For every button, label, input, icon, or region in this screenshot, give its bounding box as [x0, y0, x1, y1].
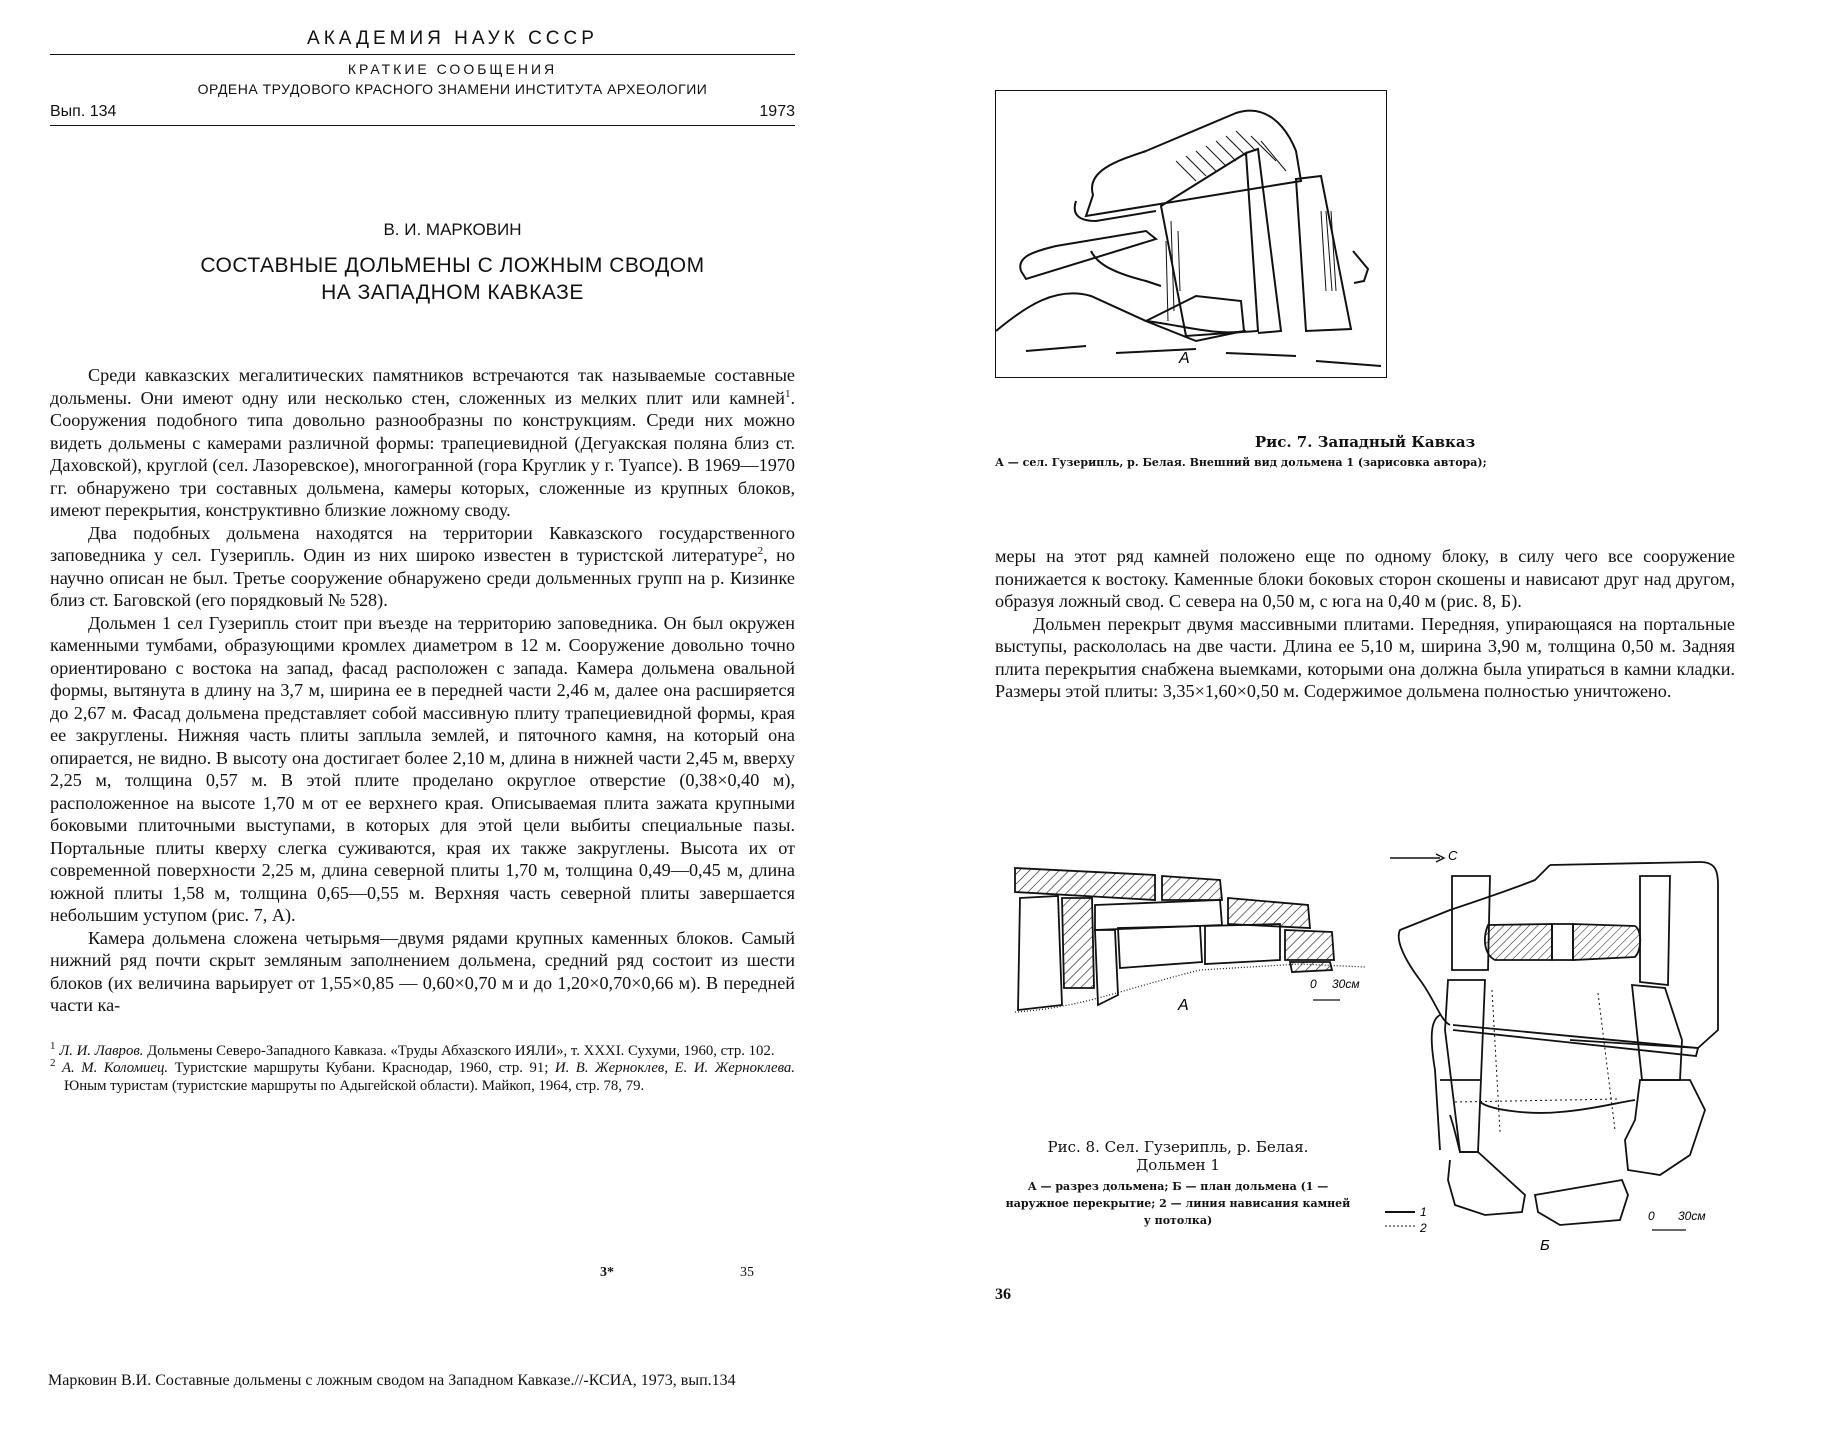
issue-number: Вып. 134: [50, 103, 117, 120]
figure-8b-plan: [1360, 840, 1760, 1300]
legend-2-label: 2: [1420, 1221, 1427, 1235]
legend-1-label: 1: [1420, 1205, 1427, 1219]
fig8b-scale-value: 30см: [1678, 1209, 1706, 1223]
fig8-caption-line-1: Рис. 8. Сел. Гузерипль, р. Белая.: [1047, 1138, 1309, 1156]
dolmen-plan-drawing: [1360, 840, 1760, 1300]
paragraph: [50, 612, 795, 927]
fig7-caption: Рис. 7. Западный Кавказ: [1254, 433, 1476, 451]
fig8a-panel-label: А: [1178, 997, 1189, 1014]
paragraph-text: Дольмен 1 сел Гузерипль стоит при въезде на территорию заповедника. Он был окружен каменными тумбами, образующими кромлех диаметром в 12 м. Сооружение довольно точно ориентировано с востока на запад, фасад расположен с запада. Камера дольмена овальной формы, вытянута в длину на 3,7 м, ширина ее в передней части 2,46 м, далее она расширяется до 2,67 м. Фасад дольмена представляет собой массивную плиту трапециевидной формы, края ее закруглены. Нижняя часть плиты заплыла землей, и пяточного камня, на который она опирается, не видно. В высоту она достигает более 2,10 м, длина в нижней части 2,45 м, вверху 2,25 м, толщина 0,57 м. В этой плите проделано округлое отверстие (0,38×0,40 м), расположенное на высоте 1,70 м от ее верхнего края. Описываемая плита зажата крупными боковыми плиточными выступами, в которых для этой цели выбиты специальные пазы. Портальные плиты кверху слегка суживаются, края их также закруглены. Высота их от современной поверхности 2,25 м, длина северной плиты 1,70 м, толщина 0,49—0,45 м, длина южной плиты 1,58 м, толщина 0,65—0,55 м. Верхняя часть северной плиты завершается небольшим уступом (рис. 7, А).: [50, 612, 795, 925]
article-body: [50, 364, 795, 1017]
paragraph-text: . Сооружения подобного типа довольно разнообразны по конструкциям. Среди них можно видеть дольмены с камерами различной формы: трапециевидной (Дегуакская поляна близ ст. Даховской), круглой (сел. Лазоревское), многогранной (гора Круглик у г. Туапсе). В 1969—1970 гг. обнаружено три составных дольмена, камеры которых, сложенные из крупных блоков, имеют перекрытия, конструктивно близкие ложному своду.: [50, 387, 795, 520]
article-title: [110, 252, 795, 306]
page-number-35: 35: [740, 1265, 754, 1280]
footnote-number: 2: [50, 1057, 56, 1070]
signature-mark: 3*: [600, 1265, 614, 1280]
paragraph: Дольмен перекрыт двумя массивными плитами. Передняя, упирающаяся на портальные выступы, раскололась на две части. Длина ее 5,10 м, ширина 3,90 м, толщина 0,50 м. Задняя плита перекрытия снабжена выемками, которыми она должна была упираться в камни кладки. Размеры этой плиты: 3,35×1,60×0,50 м. Содержимое дольмена полностью уничтожено.: [995, 613, 1735, 701]
issue-year: 1973: [759, 103, 795, 120]
paragraph-text: Два подобных дольмена находятся на территории Кавказского государственного заповедника у сел. Гузерипль. Один из них широко известен в туристской литературе: [50, 522, 795, 565]
fig8b-panel-label: Б: [1540, 1237, 1550, 1254]
footnote-ref[interactable]: 2: [757, 544, 764, 557]
fig8-caption-line-2: Дольмен 1: [1136, 1156, 1220, 1174]
paragraph-text: , но научно описан не был. Третье сооружение обнаружено среди дольменных групп на р. Кизинке близ ст. Баговской (его порядковый № 528).: [50, 545, 796, 610]
footnote-author: Л. И. Лавров.: [59, 1042, 144, 1059]
page-number-36: 36: [995, 1286, 1011, 1303]
fig8a-scale-value: 30см: [1332, 977, 1360, 991]
figure-7-drawing: [995, 90, 1387, 378]
figure-8a-section: [1000, 860, 1380, 1040]
fig7-panel-label: А: [1179, 350, 1190, 367]
footnote-text: Дольмены Северо-Западного Кавказа. «Труды Абхазского ИЯЛИ», т. XXXI. Сухуми, 1960, стр. 102.: [143, 1042, 775, 1059]
dolmen-section-drawing: [1000, 860, 1380, 1040]
paragraph-text: Среди кавказских мегалитических памятников встречаются так называемые составные дольмены. Они имеют одну или несколько стен, сложенных из мелких плит или камней: [50, 365, 795, 408]
fig8a-scale-zero: 0: [1310, 977, 1317, 991]
fig8-subcaption: А — разрез дольмена; Б — план дольмена (1 — наружное перекрытие; 2 — линия нависания камней у потолка): [1005, 1180, 1351, 1227]
fig7-subcaption: А — сел. Гузерипль, р. Белая. Внешний вид дольмена 1 (зарисовка автора);: [995, 456, 1487, 469]
right-page: [995, 90, 1735, 1320]
footnote-text: Туристские маршруты Кубани. Краснодар, 1960, стр. 91;: [168, 1060, 555, 1076]
footnote-author: А. М. Коломиец.: [62, 1060, 169, 1076]
fig8b-scale-zero: 0: [1648, 1209, 1655, 1223]
institute-header: ОРДЕНА ТРУДОВОГО КРАСНОГО ЗНАМЕНИ ИНСТИТУТА АРХЕОЛОГИИ: [197, 81, 708, 97]
article-author: В. И. МАРКОВИН: [383, 220, 522, 239]
header-rule: [50, 54, 795, 55]
footnote-2: [50, 1057, 795, 1095]
source-citation: Марковин В.И. Составные дольмены с ложным сводом на Западном Кавказе.//-КСИА, 1973, вып.134: [48, 1372, 736, 1389]
fig8-caption: [1003, 1138, 1353, 1174]
footnote-author: И. В. Жерноклев, Е. И. Жерноклева.: [554, 1060, 795, 1076]
paragraph: меры на этот ряд камней положено еще по одному блоку, в силу чего все сооружение понижается к востоку. Каменные блоки боковых сторон скошены и нависают друг над другом, образуя ложный свод. С севера на 0,50 м, с юга на 0,40 м (рис. 8, Б).: [995, 546, 1735, 611]
issue-row: [50, 103, 795, 121]
right-body: [995, 545, 1735, 703]
north-label: С: [1448, 848, 1458, 863]
footnote-1: [50, 1039, 795, 1061]
paragraph: [50, 364, 795, 522]
series-header: КРАТКИЕ СООБЩЕНИЯ: [347, 61, 558, 77]
footnotes: [50, 1039, 795, 1096]
left-page: [50, 28, 795, 1308]
footnote-text: Юным туристам (туристские маршруты по Адыгейской области). Майкоп, 1964, стр. 78, 79.: [64, 1077, 645, 1094]
issue-rule: [50, 125, 795, 126]
dolmen-sketch: [996, 91, 1386, 377]
footnote-ref[interactable]: 1: [784, 387, 791, 400]
title-line-1: СОСТАВНЫЕ ДОЛЬМЕНЫ С ЛОЖНЫМ СВОДОМ: [200, 254, 705, 277]
paragraph: [50, 927, 795, 1017]
paragraph-text: Камера дольмена сложена четырьмя—двумя рядами крупных каменных блоков. Самый нижний ряд почти скрыт земляным заполнением дольмена, средний ряд состоит из шести блоков (их величина варьирует от 1,55×0,85 — 0,60×0,70 м и до 1,20×0,70×0,66 м). В передней части ка-: [50, 927, 795, 1015]
paragraph: [50, 522, 795, 612]
title-line-2: НА ЗАПАДНОМ КАВКАЗЕ: [321, 281, 584, 304]
academy-header: АКАДЕМИЯ НАУК СССР: [307, 28, 598, 49]
footnote-number: 1: [50, 1039, 56, 1052]
